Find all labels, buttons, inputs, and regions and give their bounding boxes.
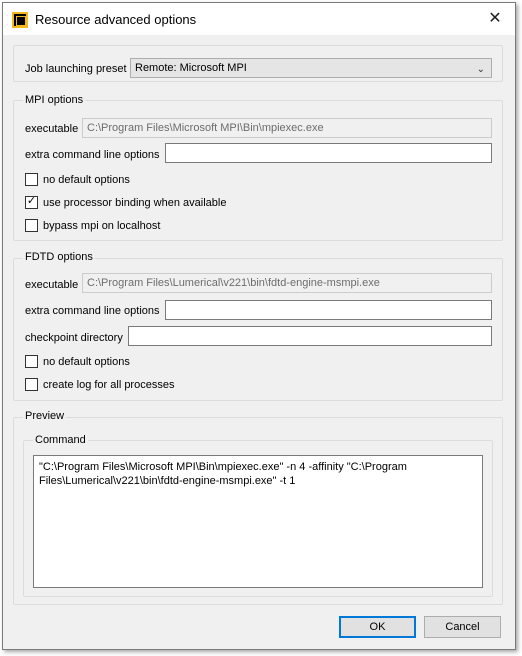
cancel-button[interactable]: Cancel [424,616,501,638]
fdtd-executable-label: executable [25,279,79,291]
checkpoint-directory-input[interactable] [128,326,492,346]
preset-select-value: Remote: Microsoft MPI [135,62,247,74]
fdtd-no-default-checkbox[interactable] [25,355,38,368]
command-title: Command [35,434,86,446]
chevron-down-icon: ⌄ [476,64,485,75]
mpi-bypass-checkbox[interactable] [25,219,38,232]
fdtd-extra-options-label: extra command line options [25,305,160,317]
mpi-options-title: MPI options [25,94,84,106]
app-icon [12,12,28,28]
dialog-content [3,35,515,649]
mpi-no-default-checkbox[interactable] [25,173,38,186]
preview-title: Preview [25,410,65,422]
fdtd-executable-field: C:\Program Files\Lumerical\v221\bin\fdtd-engine-msmpi.exe [82,273,492,293]
window-title: Resource advanced options [35,12,197,27]
fdtd-options-title: FDTD options [25,251,93,263]
title-bar[interactable] [3,3,515,35]
mpi-extra-options-input[interactable] [165,143,492,163]
preset-label: Job launching preset [25,63,127,75]
dialog-window [2,2,516,650]
mpi-processor-binding-label: use processor binding when available [43,197,227,209]
preset-group [13,45,503,82]
mpi-executable-label: executable [25,123,79,135]
mpi-processor-binding-checkbox[interactable] [25,196,38,209]
close-icon: ✕ [488,10,502,27]
close-button[interactable] [481,7,509,31]
preset-select[interactable] [130,58,492,78]
checkpoint-directory-label: checkpoint directory [25,332,123,344]
ok-button[interactable]: OK [339,616,416,638]
mpi-executable-field: C:\Program Files\Microsoft MPI\Bin\mpiexec.exe [82,118,492,138]
fdtd-extra-options-input[interactable] [165,300,492,320]
mpi-no-default-label: no default options [43,174,130,186]
fdtd-no-default-label: no default options [43,356,130,368]
mpi-extra-options-label: extra command line options [25,149,160,161]
command-preview-text[interactable]: "C:\Program Files\Microsoft MPI\Bin\mpiexec.exe" -n 4 -affinity "C:\Program Files\Lumerical\v221\bin\fdtd-engine-msmpi.exe" -t 1 [33,455,483,588]
create-log-checkbox[interactable] [25,378,38,391]
mpi-bypass-label: bypass mpi on localhost [43,220,161,232]
create-log-label: create log for all processes [43,379,175,391]
checkmark-icon: ✓ [26,195,37,207]
